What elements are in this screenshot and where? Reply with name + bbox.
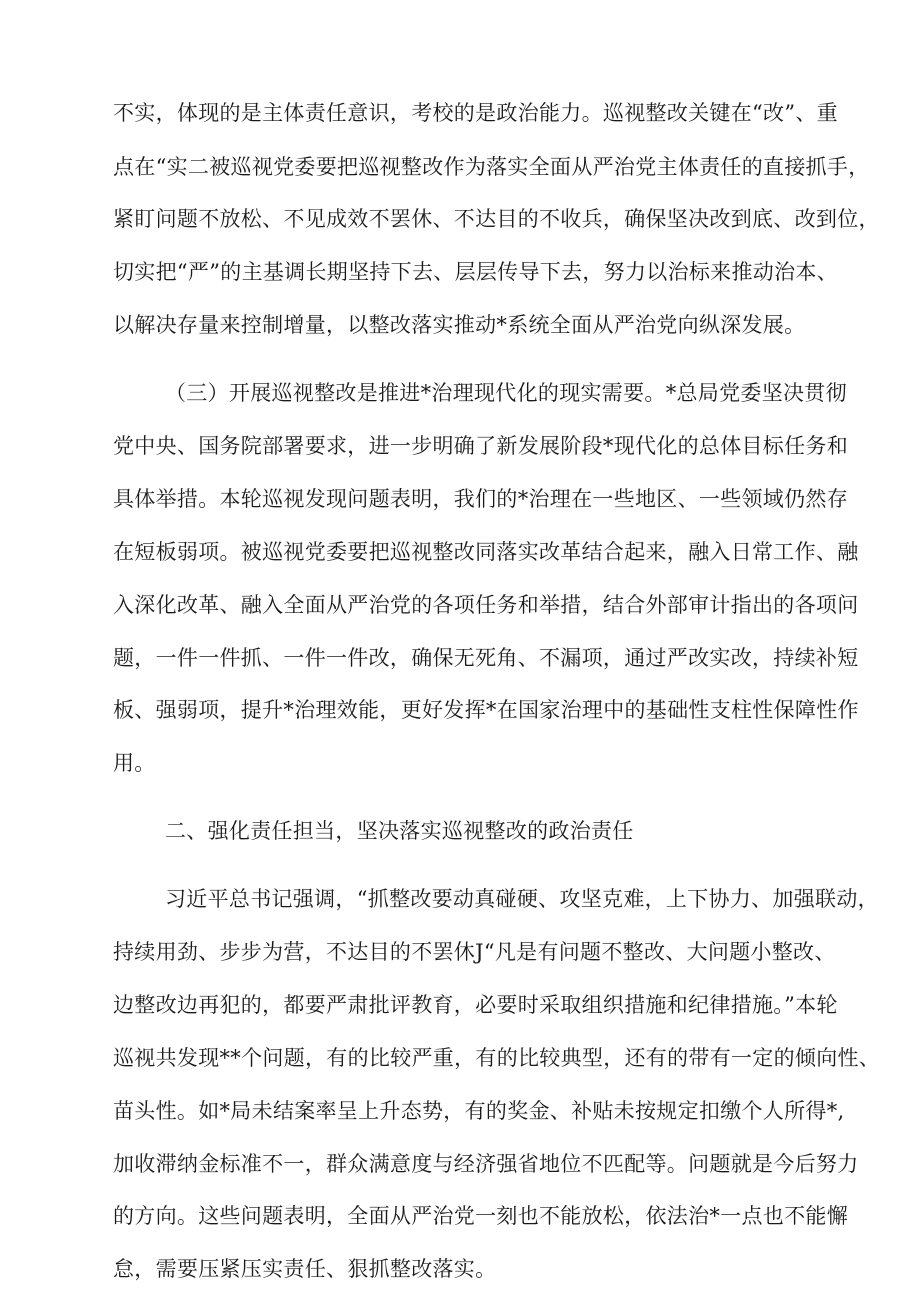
paragraph-2-line-7: 板、强弱项，提升*治理效能，更好发挥*在国家治理中的基础性支柱性保障性作 bbox=[113, 698, 859, 722]
paragraph-1-line-2: 点在“实二被巡视党委要把巡视整改作为落实全面从严治党主体责任的直接抓手， bbox=[113, 155, 870, 179]
paragraph-3-line-3: 边整改边再犯的，都要严肃批评教育，必要时采取组织措施和纪律措施。”本轮 bbox=[113, 993, 838, 1017]
paragraph-3-line-8: 怠，需要压紧压实责任、狠抓整改落实。 bbox=[113, 1257, 497, 1281]
paragraph-3-line-4: 巡视共发现**个问题，有的比较严重，有的比较典型，还有的带有一定的倾向性、 bbox=[113, 1046, 881, 1070]
paragraph-3-line-6: 加收滞纳金标准不一，群众满意度与经济强省地位不匹配等。问题就是今后努力 bbox=[113, 1152, 859, 1176]
paragraph-2-line-3: 具体举措。本轮巡视发现问题表明，我们的*治理在一些地区、一些领域仍然存 bbox=[113, 487, 848, 511]
paragraph-3-line-7: 的方向。这些问题表明，全面从严治党一刻也不能放松，依法治*一点也不能懈 bbox=[113, 1204, 848, 1228]
paragraph-3-line-5: 苗头性。如*局未结案率呈上升态势，有的奖金、补贴未按规定扣缴个人所得*, bbox=[113, 1099, 845, 1123]
paragraph-1-line-4: 切实把“严”的主基调长期坚持下去、层层传导下去，努力以治标来推动治本、 bbox=[113, 260, 838, 284]
paragraph-2-line-1: （三）开展巡视整改是推进*治理现代化的现实需要。*总局党委坚决贯彻 bbox=[165, 381, 847, 405]
paragraph-3-line-2: 持续用劲、步步为营，不达目的不罢休J“凡是有问题不整改、大问题小整改、 bbox=[113, 940, 836, 964]
paragraph-2-line-4: 在短板弱项。被巡视党委要把巡视整改同落实改革结合起来，融入日常工作、融 bbox=[113, 540, 859, 564]
paragraph-2-line-5: 入深化改革、融入全面从严治党的各项任务和举措，结合外部审计指出的各项问 bbox=[113, 593, 859, 617]
paragraph-2-line-6: 题，一件一件抓、一件一件改，确保无死角、不漏项，通过严改实改，持续补短 bbox=[113, 646, 859, 670]
paragraph-3-line-1: 习近平总书记强调，“抓整改要动真碰硬、攻坚克难，上下协力、加强联动， bbox=[165, 887, 879, 911]
section-heading-2: 二、强化责任担当，坚决落实巡视整改的政治责任 bbox=[165, 819, 634, 843]
paragraph-1-line-5: 以解决存量来控制增量，以整改落实推动*系统全面从严治党向纵深发展。 bbox=[113, 313, 806, 337]
paragraph-1-line-1: 不实，体现的是主体责任意识，考校的是政治能力。巡视整改关键在“改”、重 bbox=[113, 101, 838, 125]
paragraph-2-line-8: 用。 bbox=[113, 751, 156, 775]
paragraph-2-line-2: 党中央、国务院部署要求，进一步明确了新发展阶段*现代化的总体目标任务和 bbox=[113, 434, 848, 458]
paragraph-1-line-3: 紧盯问题不放松、不见成效不罢休、不达目的不收兵，确保坚决改到底、改到位， bbox=[113, 207, 880, 231]
